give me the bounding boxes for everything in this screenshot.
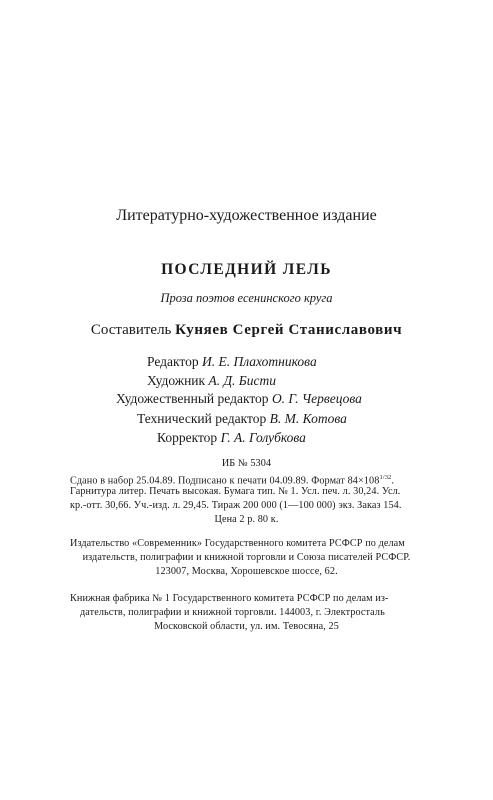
- printer-line-3: Московской области, ул. им. Тевосяна, 25: [154, 621, 339, 632]
- credit-role: Технический редактор: [137, 411, 267, 426]
- credit-name: И. Е. Плахотникова: [201, 354, 317, 369]
- book-title: ПОСЛЕДНИЙ ЛЕЛЬ: [161, 261, 332, 278]
- credit-name: Г. А. Голубкова: [220, 430, 306, 445]
- credit-editor: [147, 354, 317, 370]
- format-fraction: 1/32: [379, 474, 392, 481]
- publisher-line-2: издательств, полиграфии и книжной торговли и Союза писателей РСФСР.: [82, 552, 411, 563]
- ib-number: ИБ № 5304: [221, 458, 272, 469]
- print-info-line-2: Гарнитура литер. Печать высокая. Бумага тип. № 1. Усл. печ. л. 30,24. Усл.: [70, 486, 401, 497]
- printer-line-1: Книжная фабрика № 1 Государственного комитета РСФСР по делам из-: [70, 593, 389, 604]
- credit-art-editor: [116, 391, 362, 407]
- printer-line-2: дательств, полиграфии и книжной торговли. 144003, г. Электросталь: [80, 607, 385, 618]
- credit-artist: [147, 373, 276, 389]
- publisher-line-1: Издательство «Современник» Государственного комитета РСФСР по делам: [70, 538, 405, 549]
- price: Цена 2 р. 80 к.: [214, 514, 279, 525]
- series-label: Литературно-художественное издание: [116, 207, 377, 224]
- credit-name: В. М. Котова: [269, 411, 347, 426]
- credit-role: Редактор: [147, 354, 199, 369]
- publisher-line-3: 123007, Москва, Хорошевское шоссе, 62.: [155, 566, 338, 577]
- credit-tech-editor: [137, 411, 347, 427]
- compiler-name: Куняев Сергей Станиславович: [175, 322, 403, 338]
- book-subtitle: Проза поэтов есенинского круга: [160, 291, 333, 305]
- print-info-line-3: кр.-отт. 30,66. Уч.-изд. л. 29,45. Тираж 200 000 (1—100 000) экз. Заказ 154.: [70, 500, 402, 511]
- compiler-line: [0, 322, 493, 339]
- credit-proofreader: [157, 430, 306, 446]
- print-info-line-1: Сдано в набор 25.04.89. Подписано к печати 04.09.89. Формат $84\times 108^{1/32}$.: [70, 474, 395, 487]
- credit-name: О. Г. Червецова: [271, 391, 362, 406]
- credit-role: Корректор: [157, 430, 218, 445]
- compiler-role: Составитель: [90, 322, 172, 338]
- credit-role: Художественный редактор: [116, 391, 269, 406]
- credit-role: Художник: [147, 373, 206, 388]
- credit-name: А. Д. Бисти: [208, 373, 277, 388]
